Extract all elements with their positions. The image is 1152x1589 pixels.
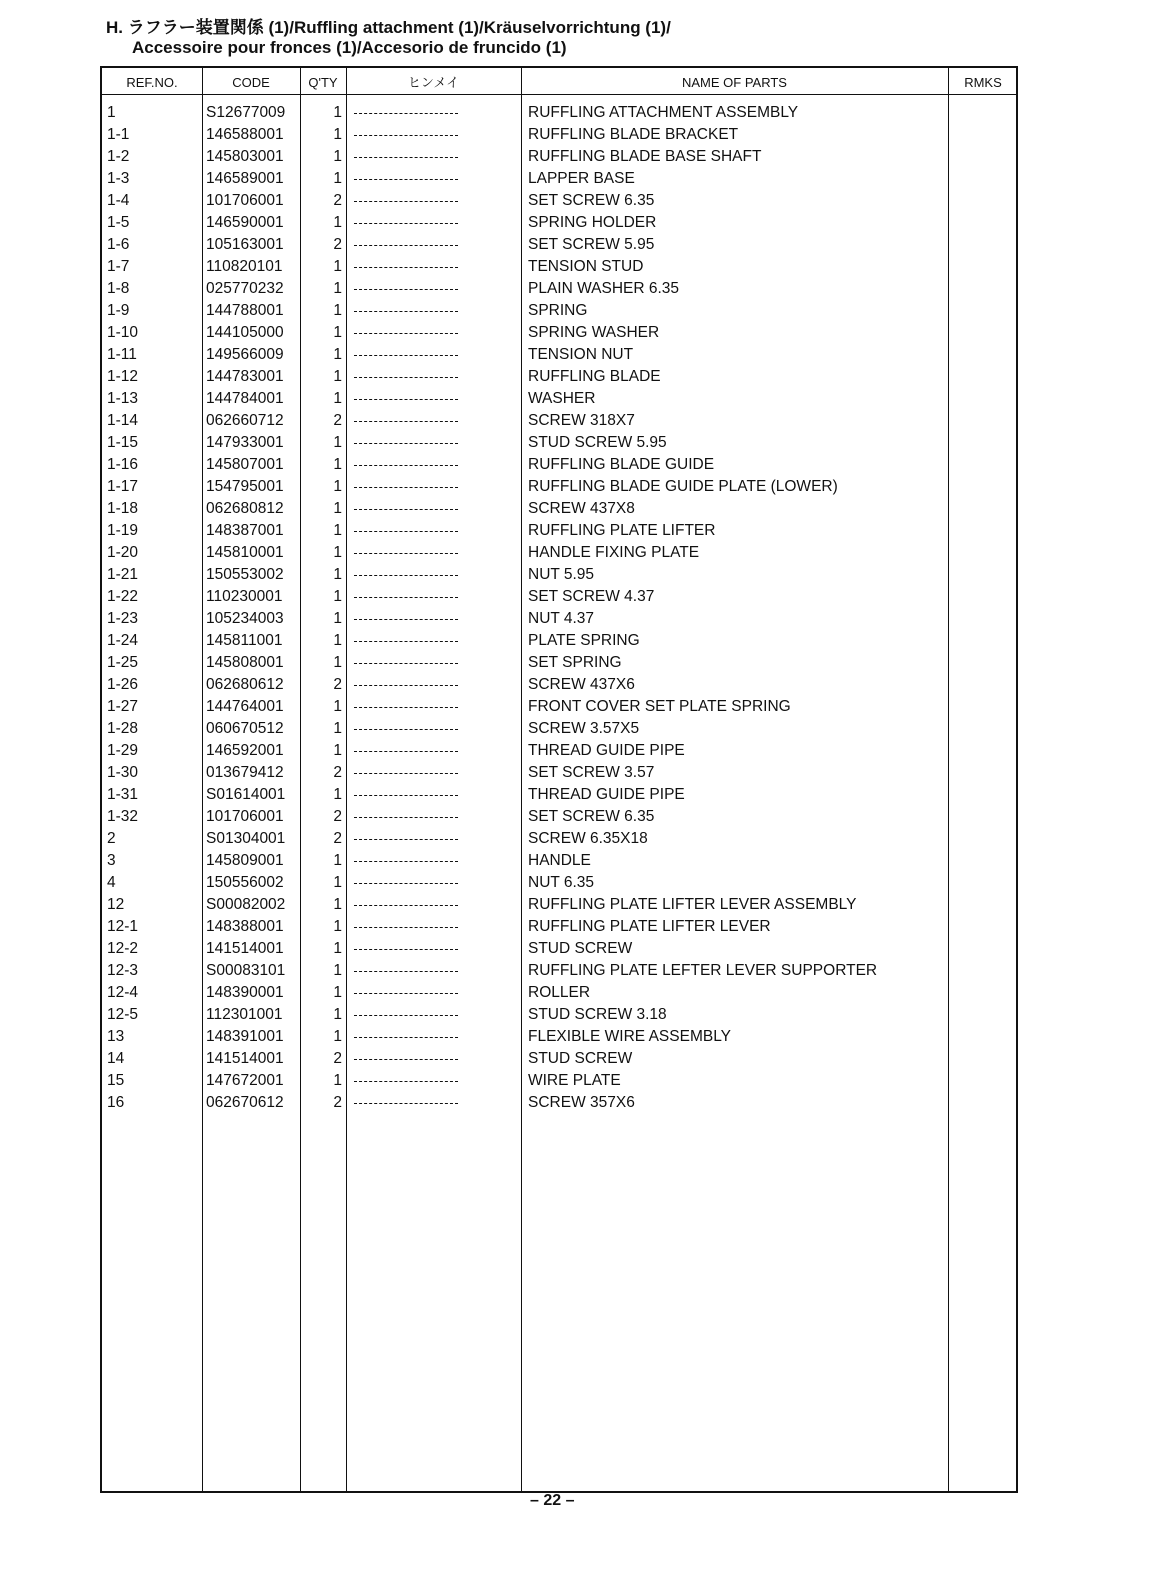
code-cell: 062670612 xyxy=(206,1094,284,1111)
ref-no-cell: 1-3 xyxy=(107,170,130,187)
part-name-cell: THREAD GUIDE PIPE xyxy=(528,742,685,759)
qty-cell: 1 xyxy=(333,1006,342,1023)
ref-no-cell: 1-24 xyxy=(107,632,139,649)
kana-dash-cell xyxy=(354,443,458,444)
table-row xyxy=(102,322,1016,344)
table-row xyxy=(102,674,1016,696)
ref-no-cell: 12-1 xyxy=(107,918,139,935)
table-row xyxy=(102,432,1016,454)
ref-no-cell: 1-29 xyxy=(107,742,139,759)
kana-dash-cell xyxy=(354,333,458,334)
code-cell: 145810001 xyxy=(206,544,284,561)
part-name-cell: SET SCREW 3.57 xyxy=(528,764,655,781)
code-cell: S00082002 xyxy=(206,896,286,913)
qty-cell: 2 xyxy=(333,236,342,253)
part-name-cell: TENSION NUT xyxy=(528,346,634,363)
code-cell: 062660712 xyxy=(206,412,284,429)
part-name-cell: PLATE SPRING xyxy=(528,632,640,649)
qty-cell: 1 xyxy=(333,346,342,363)
part-name-cell: WIRE PLATE xyxy=(528,1072,621,1089)
table-row xyxy=(102,256,1016,278)
kana-dash-cell xyxy=(354,399,458,400)
ref-no-cell: 1-10 xyxy=(107,324,139,341)
ref-no-cell: 1-5 xyxy=(107,214,130,231)
part-name-cell: RUFFLING BLADE xyxy=(528,368,661,385)
ref-no-cell: 1-27 xyxy=(107,698,139,715)
table-row xyxy=(102,1070,1016,1092)
kana-dash-cell xyxy=(354,1103,458,1104)
part-name-cell: SET SCREW 5.95 xyxy=(528,236,655,253)
table-row xyxy=(102,850,1016,872)
part-name-cell: SCREW 437X6 xyxy=(528,676,635,693)
part-name-cell: LAPPER BASE xyxy=(528,170,635,187)
kana-dash-cell xyxy=(354,861,458,862)
ref-no-cell: 1-14 xyxy=(107,412,139,429)
kana-dash-cell xyxy=(354,773,458,774)
code-cell: 110820101 xyxy=(206,258,283,275)
table-row xyxy=(102,520,1016,542)
ref-no-cell: 1-30 xyxy=(107,764,139,781)
code-cell: 145807001 xyxy=(206,456,284,473)
part-name-cell: NUT 6.35 xyxy=(528,874,595,891)
header-qty: Q'TY xyxy=(308,75,338,90)
title-line-1: H. ラフラー装置関係 (1)/Ruffling attachment (1)/Kräuselvorrichtung (1)/ xyxy=(106,18,671,37)
table-row xyxy=(102,1026,1016,1048)
table-row xyxy=(102,630,1016,652)
qty-cell: 1 xyxy=(333,368,342,385)
kana-dash-cell xyxy=(354,619,458,620)
kana-dash-cell xyxy=(354,839,458,840)
table-row xyxy=(102,696,1016,718)
qty-cell: 2 xyxy=(333,830,342,847)
table-row xyxy=(102,938,1016,960)
kana-dash-cell xyxy=(354,685,458,686)
ref-no-cell: 12 xyxy=(107,896,125,913)
qty-cell: 1 xyxy=(333,632,342,649)
part-name-cell: SCREW 318X7 xyxy=(528,412,635,429)
code-cell: 025770232 xyxy=(206,280,284,297)
qty-cell: 2 xyxy=(333,808,342,825)
ref-no-cell: 1 xyxy=(107,104,116,121)
qty-cell: 1 xyxy=(333,742,342,759)
kana-dash-cell xyxy=(354,949,458,950)
code-cell: 144764001 xyxy=(206,698,284,715)
ref-no-cell: 1-25 xyxy=(107,654,139,671)
ref-no-cell: 16 xyxy=(107,1094,125,1111)
kana-dash-cell xyxy=(354,1037,458,1038)
ref-no-cell: 1-17 xyxy=(107,478,139,495)
part-name-cell: NUT 4.37 xyxy=(528,610,595,627)
part-name-cell: RUFFLING BLADE BRACKET xyxy=(528,126,739,143)
part-name-cell: SET SCREW 4.37 xyxy=(528,588,655,605)
qty-cell: 1 xyxy=(333,566,342,583)
kana-dash-cell xyxy=(354,201,458,202)
kana-dash-cell xyxy=(354,817,458,818)
qty-cell: 2 xyxy=(333,192,342,209)
part-name-cell: SCREW 437X8 xyxy=(528,500,635,517)
qty-cell: 1 xyxy=(333,214,342,231)
table-row xyxy=(102,366,1016,388)
ref-no-cell: 1-21 xyxy=(107,566,139,583)
code-cell: 146588001 xyxy=(206,126,284,143)
table-row xyxy=(102,1092,1016,1114)
part-name-cell: THREAD GUIDE PIPE xyxy=(528,786,685,803)
part-name-cell: FRONT COVER SET PLATE SPRING xyxy=(528,698,791,715)
table-row xyxy=(102,212,1016,234)
ref-no-cell: 4 xyxy=(107,874,116,891)
kana-dash-cell xyxy=(354,553,458,554)
code-cell: 149566009 xyxy=(206,346,284,363)
code-cell: 110230001 xyxy=(206,588,283,605)
code-cell: 148391001 xyxy=(206,1028,284,1045)
table-row xyxy=(102,388,1016,410)
ref-no-cell: 1-2 xyxy=(107,148,130,165)
code-cell: 141514001 xyxy=(206,1050,284,1067)
qty-cell: 1 xyxy=(333,148,342,165)
ref-no-cell: 1-6 xyxy=(107,236,130,253)
code-cell: 146590001 xyxy=(206,214,284,231)
part-name-cell: SCREW 357X6 xyxy=(528,1094,635,1111)
part-name-cell: RUFFLING ATTACHMENT ASSEMBLY xyxy=(528,104,799,121)
table-row xyxy=(102,652,1016,674)
code-cell: 141514001 xyxy=(206,940,284,957)
qty-cell: 1 xyxy=(333,588,342,605)
ref-no-cell: 1-19 xyxy=(107,522,139,539)
ref-no-cell: 1-22 xyxy=(107,588,139,605)
qty-cell: 1 xyxy=(333,1028,342,1045)
ref-no-cell: 1-20 xyxy=(107,544,139,561)
kana-dash-cell xyxy=(354,465,458,466)
qty-cell: 1 xyxy=(333,544,342,561)
ref-no-cell: 1-32 xyxy=(107,808,139,825)
ref-no-cell: 1-31 xyxy=(107,786,139,803)
qty-cell: 2 xyxy=(333,412,342,429)
kana-dash-cell xyxy=(354,355,458,356)
part-name-cell: HANDLE xyxy=(528,852,591,869)
kana-dash-cell xyxy=(354,377,458,378)
ref-no-cell: 1-9 xyxy=(107,302,130,319)
ref-no-cell: 1-13 xyxy=(107,390,139,407)
qty-cell: 1 xyxy=(333,874,342,891)
code-cell: 013679412 xyxy=(206,764,284,781)
kana-dash-cell xyxy=(354,883,458,884)
table-row xyxy=(102,124,1016,146)
header-ref-no: REF.NO. xyxy=(126,75,178,90)
kana-dash-cell xyxy=(354,993,458,994)
qty-cell: 1 xyxy=(333,390,342,407)
header-name-of-parts: NAME OF PARTS xyxy=(682,75,787,90)
part-name-cell: STUD SCREW 3.18 xyxy=(528,1006,667,1023)
code-cell: 060670512 xyxy=(206,720,284,737)
kana-dash-cell xyxy=(354,729,458,730)
table-row xyxy=(102,564,1016,586)
kana-dash-cell xyxy=(354,971,458,972)
ref-no-cell: 1-28 xyxy=(107,720,139,737)
code-cell: 146592001 xyxy=(206,742,284,759)
qty-cell: 2 xyxy=(333,1050,342,1067)
qty-cell: 1 xyxy=(333,500,342,517)
kana-dash-cell xyxy=(354,1059,458,1060)
table-row xyxy=(102,806,1016,828)
part-name-cell: STUD SCREW xyxy=(528,1050,633,1067)
code-cell: S01614001 xyxy=(206,786,286,803)
kana-dash-cell xyxy=(354,597,458,598)
title-line-2: Accessoire pour fronces (1)/Accesorio de fruncido (1) xyxy=(132,38,567,57)
kana-dash-cell xyxy=(354,487,458,488)
qty-cell: 1 xyxy=(333,126,342,143)
code-cell: 101706001 xyxy=(206,808,284,825)
kana-dash-cell xyxy=(354,223,458,224)
code-cell: 150553002 xyxy=(206,566,284,583)
qty-cell: 1 xyxy=(333,720,342,737)
code-cell: 112301001 xyxy=(206,1006,283,1023)
part-name-cell: STUD SCREW xyxy=(528,940,633,957)
table-row xyxy=(102,762,1016,784)
kana-dash-cell xyxy=(354,663,458,664)
part-name-cell: WASHER xyxy=(528,390,596,407)
part-name-cell: SET SPRING xyxy=(528,654,622,671)
ref-no-cell: 1-8 xyxy=(107,280,130,297)
part-name-cell: PLAIN WASHER 6.35 xyxy=(528,280,680,297)
qty-cell: 1 xyxy=(333,1072,342,1089)
table-row xyxy=(102,146,1016,168)
ref-no-cell: 12-2 xyxy=(107,940,139,957)
code-cell: 062680812 xyxy=(206,500,284,517)
code-cell: 144784001 xyxy=(206,390,284,407)
code-cell: 146589001 xyxy=(206,170,284,187)
kana-dash-cell xyxy=(354,509,458,510)
qty-cell: 1 xyxy=(333,522,342,539)
kana-dash-cell xyxy=(354,795,458,796)
ref-no-cell: 1-15 xyxy=(107,434,139,451)
ref-no-cell: 15 xyxy=(107,1072,125,1089)
table-row xyxy=(102,586,1016,608)
code-cell: S12677009 xyxy=(206,104,286,121)
ref-no-cell: 3 xyxy=(107,852,116,869)
table-header xyxy=(102,68,1016,95)
table-row xyxy=(102,1048,1016,1070)
kana-dash-cell xyxy=(354,421,458,422)
qty-cell: 1 xyxy=(333,654,342,671)
kana-dash-cell xyxy=(354,531,458,532)
kana-dash-cell xyxy=(354,157,458,158)
code-cell: 144788001 xyxy=(206,302,284,319)
qty-cell: 1 xyxy=(333,170,342,187)
kana-dash-cell xyxy=(354,113,458,114)
page-number: – 22 – xyxy=(530,1492,575,1509)
table-row xyxy=(102,278,1016,300)
qty-cell: 1 xyxy=(333,962,342,979)
qty-cell: 1 xyxy=(333,456,342,473)
table-row xyxy=(102,916,1016,938)
page-title xyxy=(106,18,671,58)
code-cell: 105234003 xyxy=(206,610,284,627)
kana-dash-cell xyxy=(354,267,458,268)
part-name-cell: ROLLER xyxy=(528,984,591,1001)
part-name-cell: RUFFLING BLADE GUIDE PLATE (LOWER) xyxy=(528,478,838,495)
code-cell: 148387001 xyxy=(206,522,284,539)
kana-dash-cell xyxy=(354,1015,458,1016)
kana-dash-cell xyxy=(354,135,458,136)
table-row xyxy=(102,784,1016,806)
qty-cell: 2 xyxy=(333,764,342,781)
part-name-cell: STUD SCREW 5.95 xyxy=(528,434,667,451)
kana-dash-cell xyxy=(354,311,458,312)
code-cell: 062680612 xyxy=(206,676,284,693)
code-cell: 154795001 xyxy=(206,478,284,495)
ref-no-cell: 1-18 xyxy=(107,500,139,517)
part-name-cell: RUFFLING PLATE LIFTER LEVER xyxy=(528,918,771,935)
table-row xyxy=(102,542,1016,564)
table-row xyxy=(102,190,1016,212)
qty-cell: 1 xyxy=(333,302,342,319)
kana-dash-cell xyxy=(354,575,458,576)
ref-no-cell: 13 xyxy=(107,1028,125,1045)
code-cell: 145808001 xyxy=(206,654,284,671)
part-name-cell: SPRING HOLDER xyxy=(528,214,657,231)
table-row xyxy=(102,894,1016,916)
code-cell: 101706001 xyxy=(206,192,284,209)
qty-cell: 1 xyxy=(333,698,342,715)
qty-cell: 1 xyxy=(333,940,342,957)
table-row xyxy=(102,608,1016,630)
ref-no-cell: 1-1 xyxy=(107,126,130,143)
ref-no-cell: 1-11 xyxy=(107,346,137,363)
qty-cell: 1 xyxy=(333,852,342,869)
part-name-cell: FLEXIBLE WIRE ASSEMBLY xyxy=(528,1028,732,1045)
table-row xyxy=(102,960,1016,982)
table-row xyxy=(102,102,1016,124)
qty-cell: 1 xyxy=(333,258,342,275)
table-row xyxy=(102,410,1016,432)
code-cell: 147672001 xyxy=(206,1072,284,1089)
ref-no-cell: 1-26 xyxy=(107,676,139,693)
table-row xyxy=(102,718,1016,740)
table-row xyxy=(102,344,1016,366)
table-row xyxy=(102,476,1016,498)
qty-cell: 2 xyxy=(333,676,342,693)
ref-no-cell: 1-4 xyxy=(107,192,130,209)
part-name-cell: RUFFLING PLATE LIFTER LEVER ASSEMBLY xyxy=(528,896,857,913)
part-name-cell: SCREW 6.35X18 xyxy=(528,830,648,847)
ref-no-cell: 1-16 xyxy=(107,456,139,473)
code-cell: 145803001 xyxy=(206,148,284,165)
kana-dash-cell xyxy=(354,641,458,642)
kana-dash-cell xyxy=(354,1081,458,1082)
code-cell: 150556002 xyxy=(206,874,284,891)
table-row xyxy=(102,300,1016,322)
header-code: CODE xyxy=(232,75,270,90)
part-name-cell: SCREW 3.57X5 xyxy=(528,720,640,737)
kana-dash-cell xyxy=(354,707,458,708)
kana-dash-cell xyxy=(354,751,458,752)
ref-no-cell: 14 xyxy=(107,1050,125,1067)
table-row xyxy=(102,828,1016,850)
code-cell: 148390001 xyxy=(206,984,284,1001)
code-cell: 147933001 xyxy=(206,434,284,451)
ref-no-cell: 1-7 xyxy=(107,258,130,275)
code-cell: S00083101 xyxy=(206,962,286,979)
code-cell: 148388001 xyxy=(206,918,284,935)
kana-dash-cell xyxy=(354,179,458,180)
ref-no-cell: 12-4 xyxy=(107,984,139,1001)
ref-no-cell: 12-3 xyxy=(107,962,139,979)
header-kana: ヒンメイ xyxy=(407,75,460,90)
ref-no-cell: 12-5 xyxy=(107,1006,139,1023)
part-name-cell: SET SCREW 6.35 xyxy=(528,808,655,825)
table-row xyxy=(102,168,1016,190)
qty-cell: 1 xyxy=(333,896,342,913)
part-name-cell: SPRING WASHER xyxy=(528,324,660,341)
code-cell: S01304001 xyxy=(206,830,286,847)
table-row xyxy=(102,872,1016,894)
table-row xyxy=(102,498,1016,520)
part-name-cell: RUFFLING PLATE LEFTER LEVER SUPPORTER xyxy=(528,962,878,979)
part-name-cell: HANDLE FIXING PLATE xyxy=(528,544,700,561)
ref-no-cell: 2 xyxy=(107,830,116,847)
table-row xyxy=(102,454,1016,476)
part-name-cell: RUFFLING BLADE BASE SHAFT xyxy=(528,148,762,165)
ref-no-cell: 1-23 xyxy=(107,610,139,627)
parts-table xyxy=(100,66,1018,1493)
part-name-cell: RUFFLING BLADE GUIDE xyxy=(528,456,715,473)
part-name-cell: SET SCREW 6.35 xyxy=(528,192,655,209)
kana-dash-cell xyxy=(354,245,458,246)
code-cell: 145811001 xyxy=(206,632,283,649)
code-cell: 144783001 xyxy=(206,368,284,385)
qty-cell: 1 xyxy=(333,478,342,495)
code-cell: 105163001 xyxy=(206,236,284,253)
kana-dash-cell xyxy=(354,289,458,290)
kana-dash-cell xyxy=(354,927,458,928)
qty-cell: 1 xyxy=(333,324,342,341)
part-name-cell: TENSION STUD xyxy=(528,258,644,275)
table-row xyxy=(102,740,1016,762)
qty-cell: 1 xyxy=(333,104,342,121)
table-row xyxy=(102,234,1016,256)
qty-cell: 1 xyxy=(333,918,342,935)
qty-cell: 1 xyxy=(333,434,342,451)
qty-cell: 1 xyxy=(333,984,342,1001)
qty-cell: 1 xyxy=(333,610,342,627)
qty-cell: 1 xyxy=(333,786,342,803)
table-row xyxy=(102,1004,1016,1026)
header-remarks: RMKS xyxy=(964,75,1002,90)
part-name-cell: NUT 5.95 xyxy=(528,566,595,583)
part-name-cell: SPRING xyxy=(528,302,588,319)
code-cell: 145809001 xyxy=(206,852,284,869)
qty-cell: 2 xyxy=(333,1094,342,1111)
part-name-cell: RUFFLING PLATE LIFTER xyxy=(528,522,716,539)
table-row xyxy=(102,982,1016,1004)
code-cell: 144105000 xyxy=(206,324,284,341)
qty-cell: 1 xyxy=(333,280,342,297)
ref-no-cell: 1-12 xyxy=(107,368,139,385)
kana-dash-cell xyxy=(354,905,458,906)
